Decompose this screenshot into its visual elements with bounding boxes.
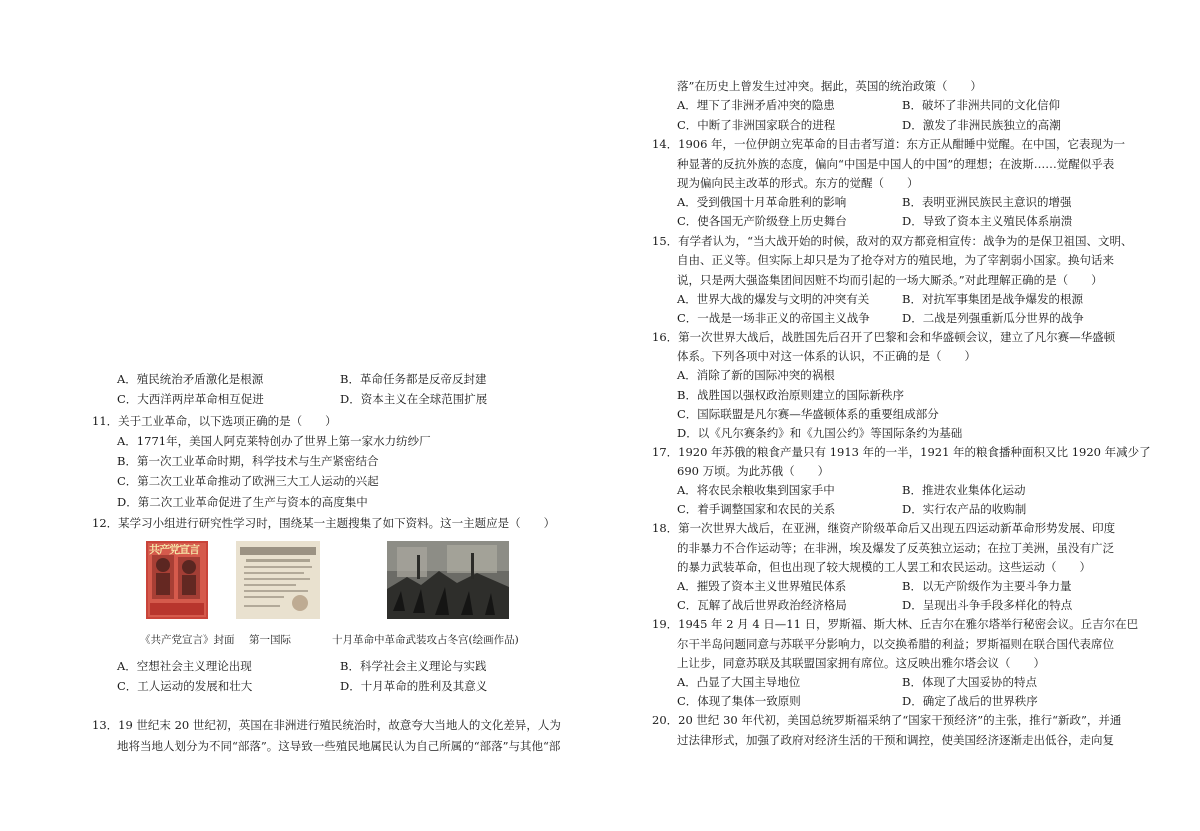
q18-line-2: 的非暴力不合作运动等；在非洲，埃及爆发了反英独立运动；在拉丁美洲，虽没有广泛 bbox=[677, 541, 1114, 555]
q14-line-1: 14．1906 年，一位伊朗立宪革命的目击者写道：东方正从酣睡中觉醒。在中国，它表现为一 bbox=[652, 137, 1126, 151]
caption-winter-palace: 十月革命中革命武装攻占冬宫(绘画作品) bbox=[332, 634, 519, 646]
manifesto-cover-text: 共产党宣言 bbox=[149, 544, 199, 556]
q11-option-c: C．第二次工业革命推动了欧洲三大工人运动的兴起 bbox=[117, 474, 379, 488]
q11-stem: 11．关于工业革命，以下选项正确的是（ ） bbox=[92, 414, 337, 428]
first-international-image bbox=[236, 541, 320, 619]
q19-option-a: A．凸显了大国主导地位 bbox=[677, 675, 801, 689]
q19-option-c: C．体现了集体一致原则 bbox=[677, 694, 801, 708]
q15-line-3: 说，只是两大强盗集团间因赃不均而引起的一场大厮杀。”对此理解正确的是（ ） bbox=[677, 273, 1103, 287]
q15-option-c: C．一战是一场非正义的帝国主义战争 bbox=[677, 311, 870, 325]
q12-option-b: B．科学社会主义理论与实践 bbox=[340, 659, 487, 673]
q12-option-c: C．工人运动的发展和壮大 bbox=[117, 679, 253, 693]
q19-line-2: 尔干半岛问题同意与苏联平分影响力，以交换希腊的利益；罗斯福则在联合国代表席位 bbox=[677, 637, 1114, 651]
q16-option-c: C．国际联盟是凡尔赛—华盛顿体系的重要组成部分 bbox=[677, 407, 939, 421]
q18-line-1: 18．第一次世界大战后，在亚洲，继资产阶级革命后又出现五四运动新革命形势发展、印度 bbox=[652, 521, 1116, 535]
q17-line-2: 690 万顷。为此苏俄（ ） bbox=[677, 464, 830, 478]
q15-line-1: 15．有学者认为，“当大战开始的时候，敌对的双方都竞相宣传：战争为的是保卫祖国、文明、 bbox=[652, 234, 1133, 248]
manifesto-cover-image bbox=[146, 541, 208, 619]
q16-option-d: D．以《凡尔赛条约》和《九国公约》等国际条约为基础 bbox=[677, 426, 963, 440]
q14-option-a: A．受到俄国十月革命胜利的影响 bbox=[677, 195, 847, 209]
q14-option-b: B．表明亚洲民族民主意识的增强 bbox=[902, 195, 1072, 209]
q18-line-3: 的暴力武装革命，但也出现了较大规模的工人罢工和农民运动。这些运动（ ） bbox=[677, 560, 1091, 574]
q15-option-a: A．世界大战的爆发与文明的冲突有关 bbox=[677, 292, 870, 306]
q15-option-b: B．对抗军事集团是战争爆发的根源 bbox=[902, 292, 1083, 306]
q10-option-c: C．大西洋两岸革命相互促进 bbox=[117, 392, 264, 406]
q13-line-2: 地将当地人划分为不同“部落”。这导致一些殖民地属民认为自己所属的“部落”与其他“部 bbox=[117, 739, 561, 753]
q19-line-1: 19．1945 年 2 月 4 日—11 日，罗斯福、斯大林、丘吉尔在雅尔塔举行秘密会议。丘吉尔在巴 bbox=[652, 617, 1139, 631]
q13-option-b: B．破坏了非洲共同的文化信仰 bbox=[902, 98, 1060, 112]
q17-line-1: 17．1920 年苏俄的粮食产量只有 1913 年的一半，1921 年的粮食播种面积又比 1920 年减少了 bbox=[652, 445, 1151, 459]
q17-option-c: C．着手调整国家和农民的关系 bbox=[677, 502, 836, 516]
q12-option-a: A．空想社会主义理论出现 bbox=[117, 659, 252, 673]
q11-option-b: B．第一次工业革命时期，科学技术与生产紧密结合 bbox=[117, 454, 379, 468]
q10-option-a: A．殖民统治矛盾激化是根源 bbox=[117, 372, 264, 386]
q13-option-d: D．激发了非洲民族独立的高潮 bbox=[902, 118, 1061, 132]
q17-option-a: A．将农民余粮收集到国家手中 bbox=[677, 483, 835, 497]
q20-line-2: 过法律形式，加强了政府对经济生活的干预和调控，使美国经济逐渐走出低谷，走向复 bbox=[677, 733, 1114, 747]
q19-option-d: D．确定了战后的世界秩序 bbox=[902, 694, 1038, 708]
q13-option-c: C．中断了非洲国家联合的进程 bbox=[677, 118, 836, 132]
q16-option-b: B．战胜国以强权政治原则建立的国际新秩序 bbox=[677, 388, 904, 402]
q18-option-d: D．呈现出斗争手段多样化的特点 bbox=[902, 598, 1073, 612]
q13-option-a: A．埋下了非洲矛盾冲突的隐患 bbox=[677, 98, 835, 112]
q18-option-a: A．摧毁了资本主义世界殖民体系 bbox=[677, 579, 847, 593]
q11-option-d: D．第二次工业革命促进了生产与资本的高度集中 bbox=[117, 495, 368, 509]
q20-line-1: 20．20 世纪 30 年代初，美国总统罗斯福采纳了“国家干预经济”的主张，推行“新政”，并通 bbox=[652, 713, 1122, 727]
q19-line-3: 上让步，同意苏联及其联盟国家拥有席位。这反映出雅尔塔会议（ ） bbox=[677, 656, 1045, 670]
q12-option-d: D．十月革命的胜利及其意义 bbox=[340, 679, 488, 693]
q14-line-3: 现为偏向民主改革的形式。东方的觉醒（ ） bbox=[677, 176, 919, 190]
q14-option-d: D．导致了资本主义殖民体系崩溃 bbox=[902, 214, 1073, 228]
caption-first-international: 第一国际 bbox=[249, 634, 291, 646]
q10-option-b: B．革命任务都是反帝反封建 bbox=[340, 372, 487, 386]
q13-line-3: 落”在历史上曾发生过冲突。据此，英国的统治政策（ ） bbox=[677, 79, 982, 93]
q16-line-1: 16．第一次世界大战后，战胜国先后召开了巴黎和会和华盛顿会议，建立了凡尔赛—华盛顿 bbox=[652, 330, 1116, 344]
winter-palace-painting-image bbox=[387, 541, 509, 619]
q14-line-2: 种显著的反抗外族的态度，偏向“中国是中国人的中国”的理想；在波斯……觉醒似乎表 bbox=[677, 157, 1115, 171]
q16-line-2: 体系。下列各项中对这一体系的认识，不正确的是（ ） bbox=[677, 349, 976, 363]
q10-option-d: D．资本主义在全球范围扩展 bbox=[340, 392, 488, 406]
q17-option-d: D．实行农产品的收购制 bbox=[902, 502, 1027, 516]
q19-option-b: B．体现了大国妥协的特点 bbox=[902, 675, 1037, 689]
q15-option-d: D．二战是列强重新瓜分世界的战争 bbox=[902, 311, 1084, 325]
q18-option-b: B．以无产阶级作为主要斗争力量 bbox=[902, 579, 1072, 593]
q18-option-c: C．瓦解了战后世界政治经济格局 bbox=[677, 598, 847, 612]
q14-option-c: C．使各国无产阶级登上历史舞台 bbox=[677, 214, 847, 228]
q11-option-a: A．1771年，美国人阿克莱特创办了世界上第一家水力纺纱厂 bbox=[117, 434, 431, 448]
q12-stem: 12．某学习小组进行研究性学习时，围绕某一主题搜集了如下资料。这一主题应是（ ） bbox=[92, 516, 556, 530]
caption-manifesto: 《共产党宣言》封面 bbox=[140, 634, 235, 646]
q16-option-a: A．消除了新的国际冲突的祸根 bbox=[677, 368, 835, 382]
q13-line-1: 13．19 世纪末 20 世纪初，英国在非洲进行殖民统治时，故意夸大当地人的文化差异，人为 bbox=[92, 718, 561, 732]
q17-option-b: B．推进农业集体化运动 bbox=[902, 483, 1026, 497]
q15-line-2: 自由、正义等。但实际上却只是为了抢夺对方的殖民地，为了宰割弱小国家。换句话来 bbox=[677, 253, 1114, 267]
